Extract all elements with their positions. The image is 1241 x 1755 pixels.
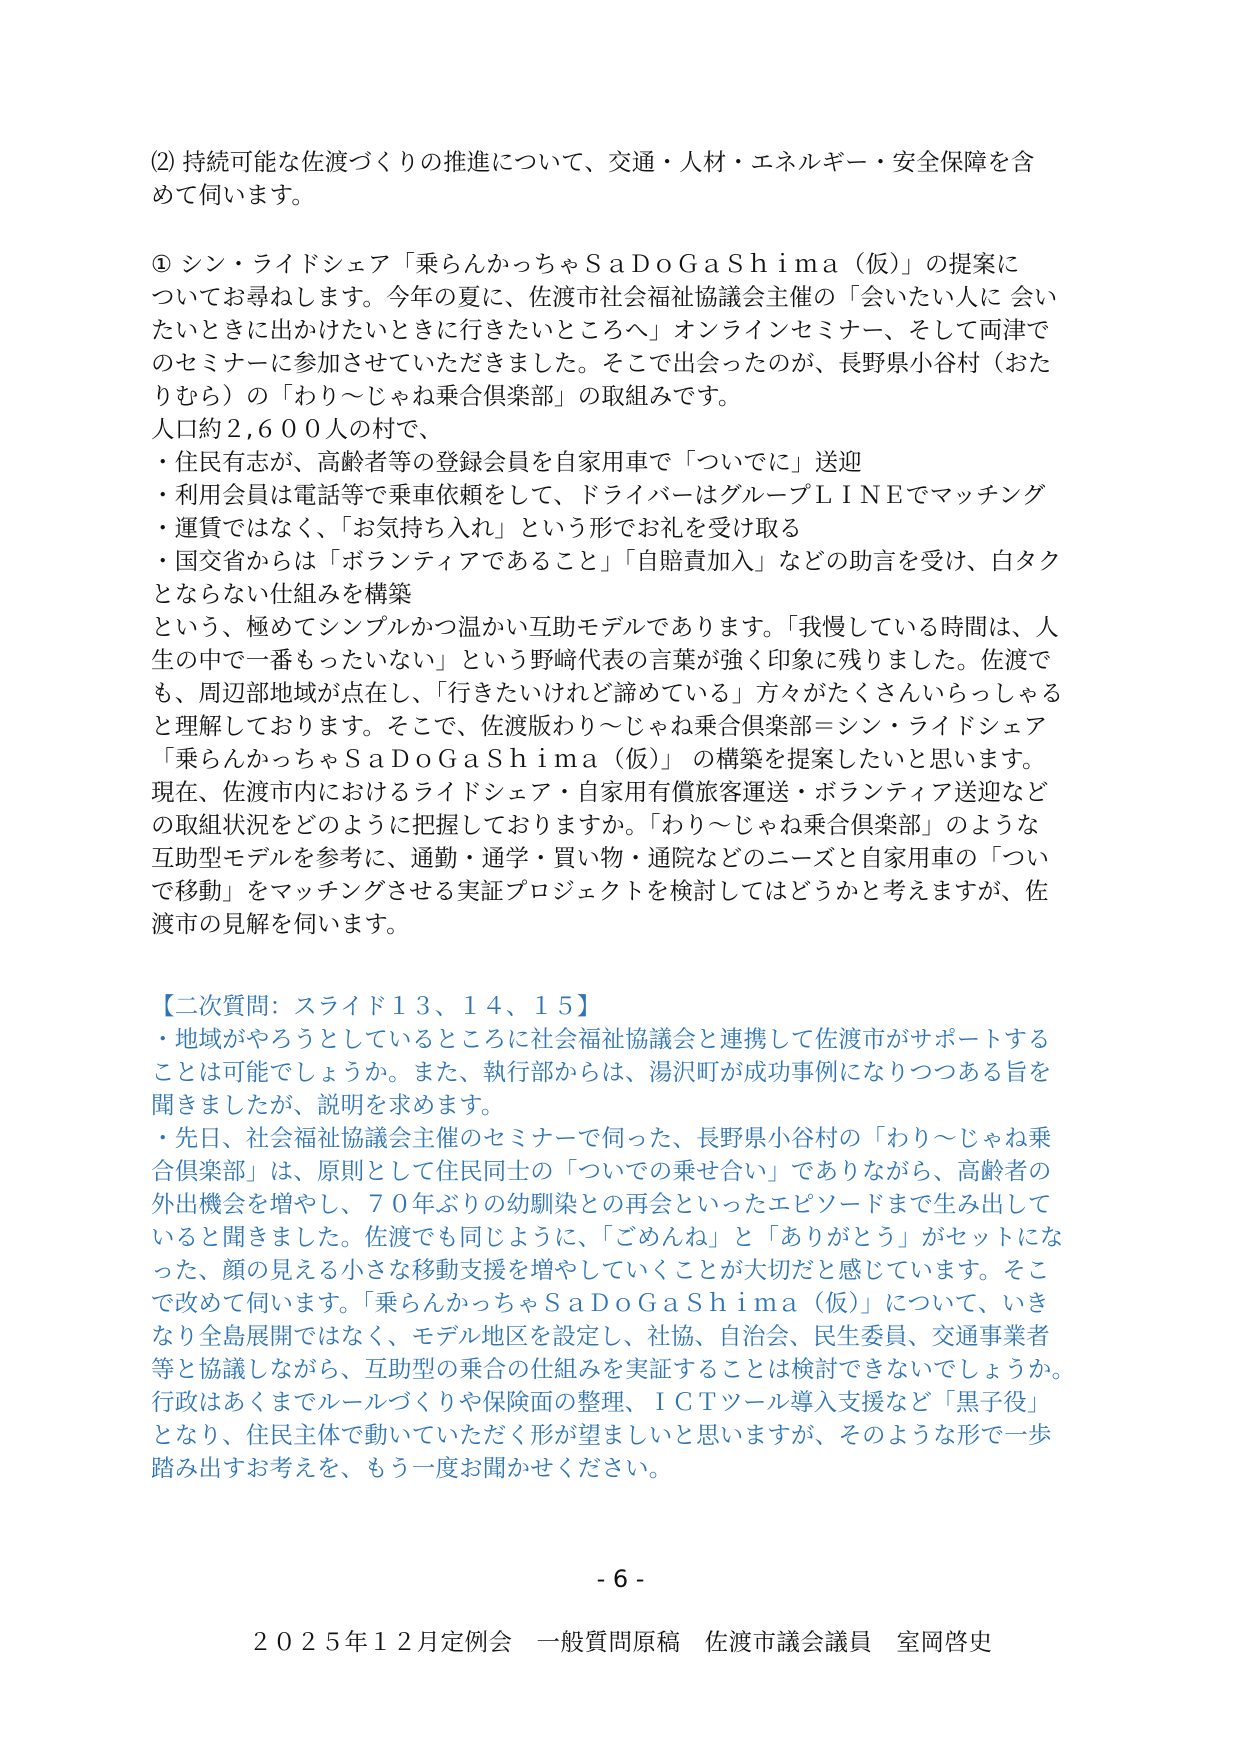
text-line: の取組状況をどのように把握しておりますか。「わり～じゃね乗合倶楽部」のような: [151, 811, 1040, 839]
text-line: ・先日、社会福祉協議会主催のセミナーで伺った、長野県小谷村の「わり～じゃね乗: [151, 1124, 1052, 1152]
text-line: と理解しております。そこで、佐渡版わり～じゃね乗合倶楽部＝シン・ライドシェア: [151, 712, 1048, 740]
text-line: も、周辺部地域が点在し、「行きたいけれど諦めている」方々がたくさんいらっしゃる: [151, 679, 1064, 707]
text-line: という、極めてシンプルかつ温かい互助モデルであります。「我慢している時間は、人: [151, 613, 1059, 641]
text-line: なり全島展開ではなく、モデル地区を設定し、社協、自治会、民生委員、交通事業者: [151, 1322, 1050, 1350]
text-line: 「乗らんかっちゃＳａＤｏＧａＳｈｉｍａ（仮）」 の構築を提案したいと思います。: [151, 745, 1046, 773]
secondary-question: [151, 990, 1101, 1485]
text-line: 外出機会を増やし、７０年ぶりの幼馴染との再会といったエピソードまで生み出して: [151, 1190, 1052, 1218]
text-line: 合倶楽部」は、原則として住民同士の「ついでの乗せ合い」でありながら、高齢者の: [151, 1157, 1052, 1185]
secondary-heading: 【二次質問：スライド１３、１４、１５】: [151, 992, 601, 1020]
text-line: 人口約２,６００人の村で、: [151, 415, 443, 443]
text-line: 踏み出すお考えを、もう一度お聞かせください。: [151, 1454, 673, 1482]
text-line: とならない仕組みを構築: [151, 580, 412, 608]
text-line: で移動」をマッチングさせる実証プロジェクトを検討してはどうかと考えますが、佐: [151, 877, 1049, 905]
text-line: ・国交省からは「ボランティアであること」「自賠責加入」などの助言を受け、白タク: [151, 547, 1062, 575]
text-line: 生の中で一番もったいない」という野﨑代表の言葉が強く印象に残りました。佐渡で: [151, 646, 1052, 674]
text-line: った、顔の見える小さな移動支援を増やしていくことが大切だと感じています。そこ: [151, 1256, 1050, 1284]
text-line: ・地域がやろうとしているところに社会福祉協議会と連携して佐渡市がサポートする: [151, 1025, 1051, 1053]
text-line: りむら）の「わり～じゃね乗合倶楽部」の取組みです。: [151, 382, 742, 410]
page-number: - 6 -: [596, 1565, 645, 1593]
text-line: ・住民有志が、高齢者等の登録会員を自家用車で「ついでに」送迎: [151, 448, 862, 476]
text-line: ⑵ 持続可能な佐渡づくりの推進について、交通・人材・エネルギー・安全保障を含: [151, 148, 1035, 176]
text-line: たいときに出かけたいときに行きたいところへ」オンラインセミナー、そして両津で: [151, 316, 1050, 344]
text-line: ことは可能でしょうか。また、執行部からは、湯沢町が成功事例になりつつある旨を: [151, 1058, 1052, 1086]
text-line: で改めて伺います。「乗らんかっちゃＳａＤｏＧａＳｈｉｍａ（仮）」について、いき: [151, 1289, 1049, 1317]
text-line: ・運賃ではなく、「お気持ち入れ」という形でお礼を受け取る: [151, 514, 803, 542]
text-line: 行政はあくまでルールづくりや保険面の整理、ＩＣＴツール導入支援など「黒子役」: [151, 1388, 1051, 1416]
page-footer: ２０２５年１２月定例会 一般質問原稿 佐渡市議会議員 室岡啓史: [248, 1628, 993, 1656]
text-line: いると聞きました。佐渡でも同じように、「ごめんね」と「ありがとう」がセットにな: [151, 1223, 1064, 1251]
text-line: 互助型モデルを参考に、通勤・通学・買い物・通院などのニーズと自家用車の「つい: [151, 844, 1050, 872]
text-line: ① シン・ライドシェア「乗らんかっちゃＳａＤｏＧａＳｈｉｍａ（仮）」の提案に: [151, 250, 1020, 278]
text-line: となり、住民主体で動いていただく形が望ましいと思いますが、そのような形で一歩: [151, 1421, 1052, 1449]
section-heading: [151, 146, 1101, 212]
text-line: 渡市の見解を伺います。: [151, 910, 410, 938]
text-line: 聞きましたが、説明を求めます。: [151, 1091, 505, 1119]
text-line: 現在、佐渡市内におけるライドシェア・自家用有償旅客運送・ボランティア送迎など: [151, 778, 1049, 806]
text-line: ついてお尋ねします。今年の夏に、佐渡市社会福祉協議会主催の「会いたい人に 会い: [151, 283, 1058, 311]
text-line: のセミナーに参加させていただきました。そこで出会ったのが、長野県小谷村（おた: [151, 349, 1052, 377]
text-line: 等と協議しながら、互助型の乗合の仕組みを実証することは検討できないでしょうか。: [151, 1355, 1076, 1383]
text-line: ・利用会員は電話等で乗車依頼をして、ドライバーはグループＬＩＮＥでマッチング: [151, 481, 1046, 509]
text-line: めて伺います。: [151, 181, 316, 209]
question-body: [151, 248, 1101, 941]
